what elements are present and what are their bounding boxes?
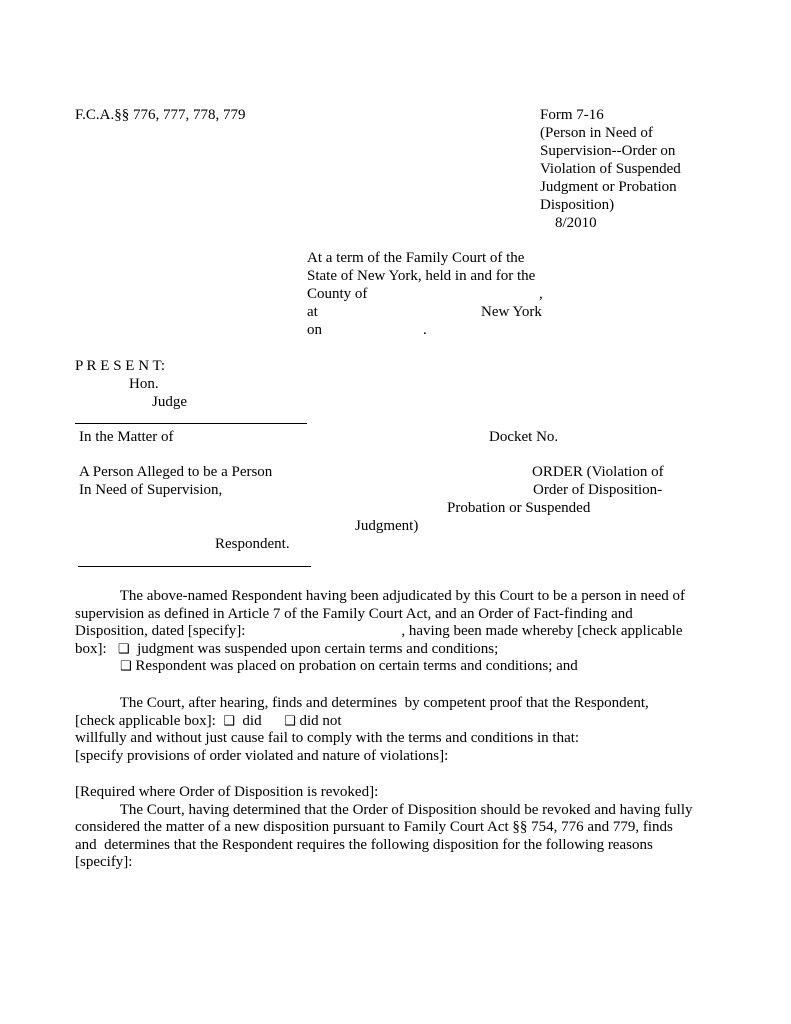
checkbox-probation[interactable]: ❑ [120,659,132,675]
paragraph-line: [specify]: [75,854,133,871]
at-label: at [307,304,318,320]
paragraph-line: The Court, having determined that the Order of Disposition should be revoked and having fully [75,801,693,818]
paragraph-line: willfully and without just cause fail to comply with the terms and conditions in that: [75,730,580,747]
option-probation: Respondent was placed on probation on certain terms and conditions; and [135,658,578,675]
paragraph-line: supervision as defined in Article 7 of the Family Court Act, and an Order of Fact-finding and [75,605,633,622]
paragraph-line [75,623,725,641]
county-comma: , [539,286,543,302]
caption-top-rule [75,423,307,424]
form-line: Disposition) [540,197,615,213]
party-description: In Need of Supervision, [79,482,223,498]
findings-paragraph [75,695,725,765]
option-did-not: did not [299,712,342,729]
statute-reference: F.C.A.§§ 776, 777, 778, 779 [75,107,246,123]
party-description: A Person Alleged to be a Person [79,464,273,480]
adjudication-paragraph [75,588,725,676]
revocation-paragraph [75,784,725,872]
disposition-date-label: Disposition, dated [specify]: [75,623,246,640]
order-title: Order of Disposition- [533,482,663,498]
form-line: Form 7-16 [540,107,604,123]
checkbox-did[interactable]: ❑ [223,713,235,729]
form-line: (Person in Need of [540,125,653,141]
county-label: County of [307,286,368,302]
judge-title: Judge [152,394,187,410]
form-line: Supervision--Order on [540,143,676,159]
option-judgment-suspended: judgment was suspended upon certain terms and conditions; [137,640,499,657]
respondent-label: Respondent. [215,536,290,552]
paragraph-text: , having been made whereby [check applicable [401,623,683,640]
paragraph-line: considered the matter of a new disposition pursuant to Family Court Act §§ 754, 776 and 779, finds [75,819,673,836]
paragraph-text: box]: [75,640,107,657]
order-title: ORDER (Violation of [532,464,664,480]
form-identifier [540,106,681,232]
docket-label: Docket No. [489,429,559,445]
section-note: [Required where Order of Disposition is revoked]: [75,784,379,800]
on-label: on [307,322,322,338]
paragraph-line [75,713,725,731]
state-name: New York [481,304,542,320]
form-line: Violation of Suspended [540,161,681,177]
form-line: Judgment or Probation [540,179,677,195]
order-title: Probation or Suspended [447,500,591,516]
court-term-line: State of New York, held in and for the [307,268,536,284]
paragraph-line: [specify provisions of order violated and nature of violations]: [75,747,449,764]
paragraph-line: The Court, after hearing, finds and determines by competent proof that the Respondent, [75,695,649,711]
checkbox-did-not[interactable]: ❑ [284,713,296,729]
order-title: Judgment) [355,518,419,534]
paragraph-text: [check applicable box]: [75,712,216,729]
paragraph-line [75,658,725,676]
caption-bottom-rule [78,566,311,567]
court-term-line: At a term of the Family Court of the [307,250,525,266]
judge-honorific: Hon. [129,376,159,392]
paragraph-line: The above-named Respondent having been adjudicated by this Court to be a person in need of [75,588,685,604]
matter-of-label: In the Matter of [79,429,174,445]
paragraph-line [75,641,725,659]
paragraph-line: and determines that the Respondent requires the following disposition for the following reasons [75,836,653,853]
present-label: P R E S E N T: [75,358,166,374]
on-period: . [423,322,427,338]
form-date: 8/2010 [540,215,597,231]
checkbox-judgment-suspended[interactable]: ❑ [117,641,130,657]
option-did: did [242,712,262,729]
